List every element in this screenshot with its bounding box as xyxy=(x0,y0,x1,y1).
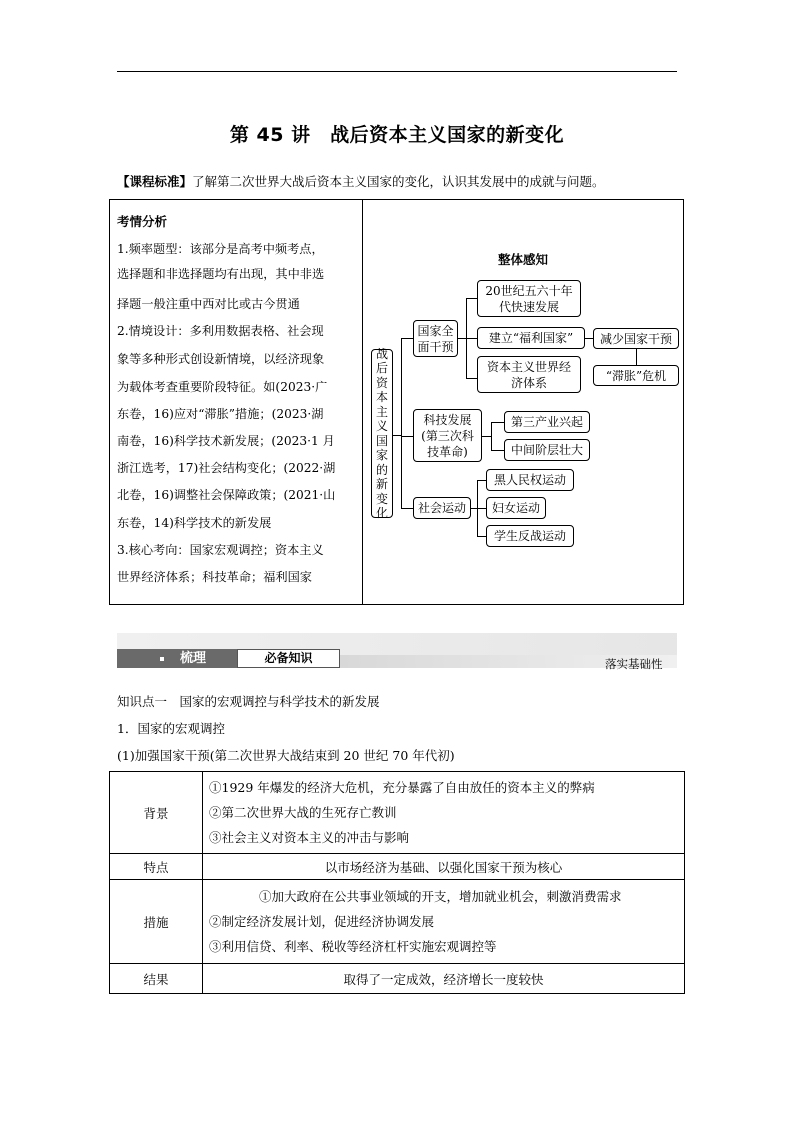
item-reduce-intervention xyxy=(593,328,679,349)
page-title: 第 45 讲 战后资本主义国家的新变化 xyxy=(229,124,565,146)
intervention-table xyxy=(109,771,685,994)
item-welfare-state xyxy=(477,327,585,349)
analysis-line: 选择题和非选择题均有出现，其中非选 xyxy=(117,267,325,281)
item-label: 建立“福利国家” xyxy=(488,331,574,345)
root-char: 主 xyxy=(375,404,388,419)
item-stagflation-crisis xyxy=(593,365,679,386)
item-label: 黑人民权运动 xyxy=(493,473,566,487)
item-label: 中间阶层壮大 xyxy=(510,443,583,457)
connector-line xyxy=(477,508,486,509)
branch-label: (第三次科 xyxy=(421,428,474,443)
section-banner-label: 梳理 xyxy=(180,651,207,666)
connector-line xyxy=(401,338,413,339)
table-row-head: 特点 xyxy=(110,854,203,880)
item-label: 妇女运动 xyxy=(491,501,540,515)
connector-line xyxy=(491,422,504,423)
root-char: 新 xyxy=(375,477,388,491)
connector-line xyxy=(585,338,593,339)
item-student-antiwar xyxy=(486,525,574,547)
connector-line xyxy=(482,436,491,437)
connector-line xyxy=(401,508,413,509)
connector-line xyxy=(393,435,401,436)
analysis-line: 2.情境设计：多利用数据表格、社会现 xyxy=(117,324,324,338)
analysis-title: 考情分析 xyxy=(117,214,168,229)
root-char: 后 xyxy=(375,361,388,375)
root-char: 战 xyxy=(375,346,388,361)
branch-social-movements xyxy=(413,497,471,519)
section-banner-sublabel: 必备知识 xyxy=(237,649,340,668)
table-row-head: 背景 xyxy=(110,772,203,854)
table-cell-line: ①1929 年爆发的经济大危机，充分暴露了自由放任的资本主义的弊病 xyxy=(209,780,595,795)
table-cell: 以市场经济为基础、以强化国家干预为核心 xyxy=(203,854,685,880)
connector-line xyxy=(466,378,477,379)
course-standard xyxy=(117,172,605,190)
item-label: “滞胀”危机 xyxy=(605,368,667,383)
section-banner-right: 落实基础性 xyxy=(605,657,663,671)
connector-line xyxy=(401,436,413,437)
item-label: 20世纪五六十年 xyxy=(485,283,573,298)
root-char: 本 xyxy=(375,390,388,404)
connector-line xyxy=(636,349,637,365)
branch-label: 国家全 xyxy=(417,323,454,338)
connector-line xyxy=(491,422,492,450)
table-row-head: 措施 xyxy=(110,880,203,964)
branch-label: 社会运动 xyxy=(417,501,466,515)
root-char: 变 xyxy=(375,491,388,506)
table-cell-line: ①加大政府在公共事业领域的开支，增加就业机会，刺激消费需求 xyxy=(259,889,622,904)
item-label: 资本主义世界经 xyxy=(486,359,571,374)
root-char: 的 xyxy=(375,462,388,477)
item-civil-rights xyxy=(486,469,574,491)
root-char: 义 xyxy=(375,419,388,433)
item-label: 第三产业兴起 xyxy=(510,415,583,429)
branch-label: 科技发展 xyxy=(423,412,472,427)
item-middle-class xyxy=(504,439,590,461)
root-char: 化 xyxy=(375,506,388,520)
connector-line xyxy=(458,338,466,339)
branch-technology xyxy=(413,409,482,462)
item-label: 济体系 xyxy=(510,375,547,390)
table-cell-line: ②第二次世界大战的生死存亡教训 xyxy=(209,805,397,820)
item-tertiary-industry xyxy=(504,411,590,433)
table-cell xyxy=(203,880,685,964)
table-row xyxy=(110,772,685,854)
table-cell xyxy=(203,772,685,854)
analysis-line: 择题一般注重中西对比或古今贯通 xyxy=(117,297,300,311)
root-char: 资 xyxy=(375,375,388,390)
table-row xyxy=(110,880,685,964)
item-rapid-development xyxy=(477,280,581,317)
table-cell-line: ②制定经济发展计划，促进经济协调发展 xyxy=(209,914,435,929)
analysis-line: 东卷，16)应对“滞胀”措施；(2023·湖 xyxy=(117,407,324,421)
analysis-line: 象等多种形式创设新情境，以经济现象 xyxy=(117,352,325,366)
analysis-line: 1.频率题型：该部分是高考中频考点， xyxy=(117,242,324,256)
course-standard-label: 【课程标准】 xyxy=(117,174,193,189)
analysis-line: 为载体考查重要阶段特征。如(2023·广 xyxy=(117,380,328,394)
connector-line xyxy=(477,480,486,481)
bullet-icon xyxy=(160,657,164,661)
table-cell: 取得了一定成效，经济增长一度较快 xyxy=(203,964,685,994)
section-heading: 1．国家的宏观调控 xyxy=(117,721,225,736)
item-world-economic-system xyxy=(477,356,581,393)
connector-line xyxy=(477,536,486,537)
table-cell-line: ③利用信贷、利率、税收等经济杠杆实施宏观调控等 xyxy=(209,939,497,954)
analysis-line: 南卷，16)科学技术新发展；(2023·1 月 xyxy=(117,434,335,448)
diagram-root-box xyxy=(371,346,393,520)
header-rule xyxy=(117,71,677,72)
root-char: 家 xyxy=(375,448,388,462)
table-row-head: 结果 xyxy=(110,964,203,994)
diagram-title: 整体感知 xyxy=(497,252,548,267)
item-label: 学生反战运动 xyxy=(493,529,566,543)
analysis-line: 东卷，14)科学技术的新发展 xyxy=(117,516,272,530)
knowledge-point-heading: 知识点一 国家的宏观调控与科学技术的新发展 xyxy=(117,694,380,709)
course-standard-text: 了解第二次世界大战后资本主义国家的变化，认识其发展中的成就与问题。 xyxy=(192,174,605,189)
section-banner-dark xyxy=(117,649,237,668)
item-womens-movement xyxy=(486,497,546,519)
analysis-line: 世界经济体系；科技革命；福利国家 xyxy=(117,570,312,584)
connector-line xyxy=(491,450,504,451)
table-cell-line: ③社会主义对资本主义的冲击与影响 xyxy=(209,830,410,845)
connector-line xyxy=(401,338,402,508)
item-label: 减少国家干预 xyxy=(599,331,672,346)
table-row xyxy=(110,854,685,880)
analysis-line: 北卷，16)调整社会保障政策；(2021·山 xyxy=(117,488,336,502)
table-row xyxy=(110,964,685,994)
branch-label: 技革命) xyxy=(427,444,468,459)
root-char: 国 xyxy=(375,433,388,448)
branch-label: 面干预 xyxy=(417,339,454,354)
analysis-line: 3.核心考向：国家宏观调控；资本主义 xyxy=(117,543,324,557)
connector-line xyxy=(466,338,477,339)
item-label: 代快速发展 xyxy=(498,299,559,314)
connector-line xyxy=(466,298,477,299)
analysis-line: 浙江选考，17)社会结构变化；(2022·湖 xyxy=(117,461,336,475)
branch-state-intervention xyxy=(413,320,458,357)
subsection-heading: (1)加强国家干预(第二次世界大战结束到 20 世纪 70 年代初) xyxy=(117,748,455,763)
